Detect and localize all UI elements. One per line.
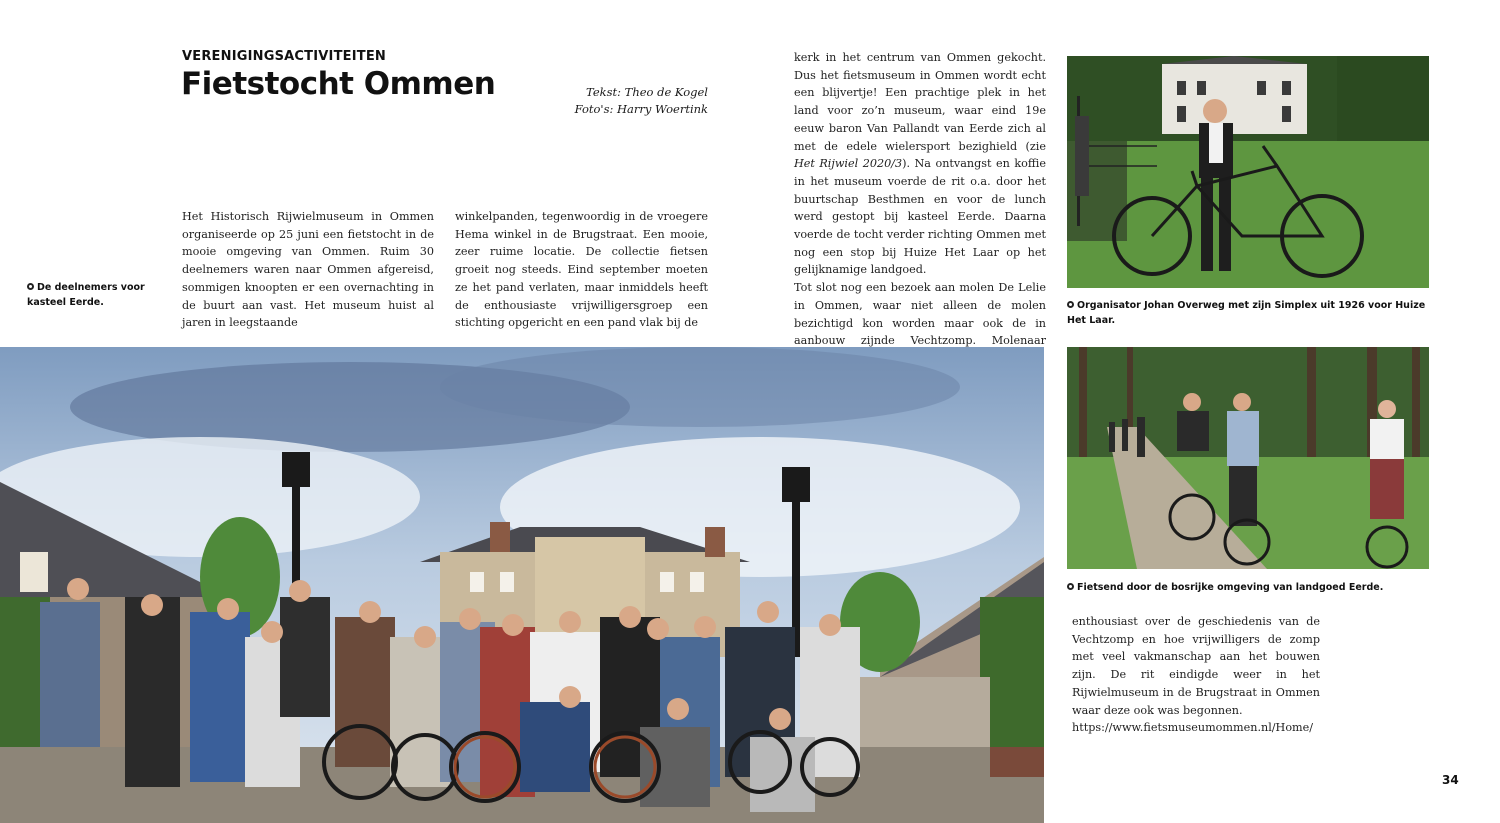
body-column-3 [794,49,1046,368]
body-column-4 [1072,613,1320,737]
museum-url[interactable]: https://www.fietsmuseumommen.nl/Home/ [1072,721,1314,735]
body-column-2: winkelpanden, tegenwoordig in de vroegere Hema winkel in de Brugstraat. Een mooie, zeer ruime locatie. De collectie fietsen groeit nog steeds. Eind september moeten ze het pand verlaten, maar inmiddels heeft de enthousiaste vrijwilligersgroep een stichting opgericht en een pand vlak bij de [455,210,708,330]
caption-bullet-icon [1067,583,1074,590]
photo-group-kasteel-eerde [0,347,1044,823]
article-credits [560,84,708,118]
column-3-paragraph-2: Tot slot nog een bezoek aan molen De Lelie in Ommen, waar niet alleen de molen bezichtigd kon worden maar ook de in aanbouw zijnde Vechtzomp. Molenaar [794,281,1046,348]
section-kicker: VERENIGINGSACTIVITEITEN [182,49,386,64]
caption-forest-photo: Fietsend door de bosrijke omgeving van landgoed Eerde. [1067,580,1447,595]
column-3-text-a: kerk in het centrum van Ommen gekocht. Dus het fietsmuseum in Ommen wordt echt een blijvertje! Een prachtige plek in het land voor zo’n museum, waar eind 19e eeuw baron Van Pallandt van Eerde zich al met de edele wielersport bezighield (zie [794,51,1046,153]
column-3-text-b: ). Na ontvangst en koffie in het museum voerde de rit o.a. door het buurtschap Besthmen en voor de lunch werd gestopt bij kasteel Eerde. Daarna voerde de tocht verder richting Ommen met nog een stop bij Huize Het Laar op het gelijknamige landgoed. [794,157,1047,277]
article-title: Fietstocht Ommen [181,66,496,102]
photo-forest-cyclists [1067,347,1429,569]
credit-text: Tekst: Theo de Kogel [586,85,708,99]
caption-organizer-photo: Organisator Johan Overweg met zijn Simplex uit 1926 voor Huize Het Laar. [1067,300,1426,326]
credit-photo: Foto's: Harry Woertink [574,102,708,116]
caption-bullet-icon [1067,301,1074,308]
column-3-reference: Het Rijwiel 2020/3 [794,157,903,171]
body-column-1: Het Historisch Rijwielmuseum in Ommen organiseerde op 25 juni een fietstocht in de mooie omgeving van Ommen. Ruim 30 deelnemers waren naar Ommen afgereisd, sommigen knoopten er een overnachting in de buurt aan vast. Het museum huist al jaren in leegstaande [182,210,434,330]
caption-bullet-icon [27,283,34,290]
column-4-text: enthousiast over de geschiedenis van de Vechtzomp en hoe vrijwilligers de zomp met veel vakmanschap aan het bouwen zijn. De rit eindigde weer in het Rijwielmuseum in de Brugstraat in Ommen waar deze ook was begonnen. [1072,615,1320,717]
caption-group-photo: De deelnemers voor kasteel Eerde. [27,282,145,308]
page-number: 34 [1442,773,1459,787]
photo-organizer-bicycle [1067,56,1429,288]
